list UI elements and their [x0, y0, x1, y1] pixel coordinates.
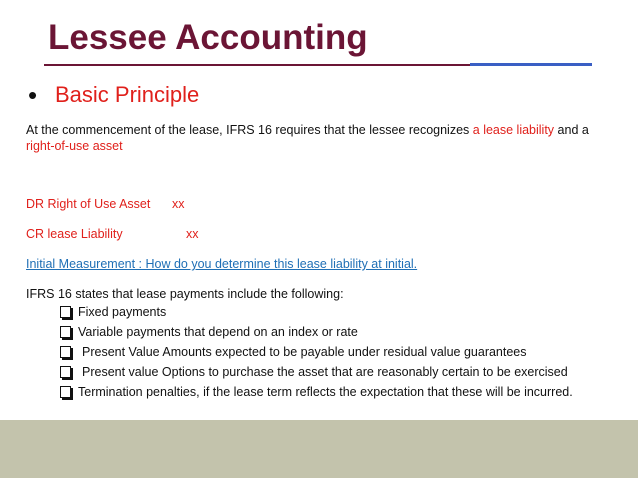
list-item-text: Present Value Amounts expected to be payable under residual value guarantees	[82, 345, 527, 359]
checkbox-bullet-icon	[60, 366, 71, 378]
list-item-text: Fixed payments	[78, 305, 167, 319]
journal-cr-amount: xx	[186, 227, 199, 241]
journal-cr-label: CR lease Liability	[26, 227, 123, 241]
initial-measurement-link[interactable]: Initial Measurement : How do you determine this lease liability at initial.	[26, 257, 418, 271]
journal-dr-amount: xx	[172, 197, 185, 211]
title-underline-blue	[470, 63, 592, 66]
checkbox-bullet-icon	[60, 326, 71, 338]
bullet-text: Basic Principle	[55, 82, 200, 107]
right-of-use-highlight: right-of-use asset	[26, 139, 123, 153]
checkbox-bullet-icon	[60, 386, 71, 398]
intro-text-end: and a	[554, 123, 589, 137]
intro-line-1	[26, 122, 589, 138]
lease-liability-highlight: a lease liability	[472, 123, 555, 137]
checkbox-bullet-icon	[60, 346, 71, 358]
list-item-text: Present value Options to purchase the asset that are reasonably certain to be exercised	[82, 365, 568, 379]
footer-band	[0, 420, 638, 478]
intro-text: At the commencement of the lease, IFRS 16 requires that the lessee recognizes	[26, 123, 473, 137]
slide-title: Lessee Accounting	[48, 18, 368, 57]
checkbox-bullet-icon	[60, 306, 71, 318]
list-item-text: Termination penalties, if the lease term reflects the expectation that these will be incurred.	[78, 385, 573, 399]
journal-dr-label: DR Right of Use Asset	[26, 197, 151, 211]
bullet-dot-icon: •	[28, 80, 38, 110]
list-item-text: Variable payments that depend on an index or rate	[78, 325, 358, 339]
title-underline-maroon	[44, 64, 470, 66]
list-intro: IFRS 16 states that lease payments include the following:	[26, 287, 344, 301]
